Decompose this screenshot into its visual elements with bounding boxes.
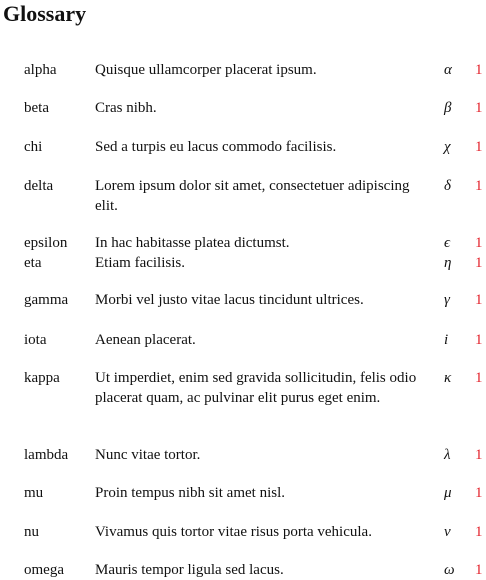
page-reference-link[interactable]: 1 — [475, 178, 483, 194]
glossary-term: gamma — [24, 292, 69, 308]
glossary-symbol: ω — [444, 562, 455, 578]
glossary-description: Proin tempus nibh sit amet nisl. — [95, 485, 285, 501]
page-reference-link[interactable]: 1 — [475, 255, 483, 271]
glossary-term: alpha — [24, 62, 57, 78]
glossary-term: kappa — [24, 370, 60, 386]
glossary-term: chi — [24, 139, 43, 155]
page-reference-link[interactable]: 1 — [475, 447, 483, 463]
glossary-term: nu — [24, 524, 39, 540]
page-reference-link[interactable]: 1 — [475, 235, 483, 251]
page-reference-link[interactable]: 1 — [475, 62, 483, 78]
glossary-description: Cras nibh. — [95, 100, 157, 116]
glossary-symbol: χ — [444, 139, 451, 155]
glossary-symbol: β — [444, 100, 452, 116]
glossary-symbol: κ — [444, 370, 452, 386]
glossary-heading: Glossary — [3, 1, 87, 26]
glossary-symbol: μ — [444, 485, 452, 501]
glossary-description: Vivamus quis tortor vitae risus porta vehicula. — [95, 524, 372, 540]
glossary-description: In hac habitasse platea dictumst. — [95, 235, 290, 251]
glossary-description: Mauris tempor ligula sed lacus. — [95, 562, 284, 578]
glossary-term: delta — [24, 178, 54, 194]
glossary-description: Aenean placerat. — [95, 332, 196, 348]
glossary-symbol: γ — [444, 292, 450, 308]
glossary-term: omega — [24, 562, 64, 578]
glossary-symbol: η — [444, 255, 452, 271]
glossary-term: beta — [24, 100, 49, 116]
page-reference-link[interactable]: 1 — [475, 562, 483, 578]
glossary-description: Ut imperdiet, enim sed gravida sollicitudin, felis odio placerat quam, ac pulvinar elit purus eget enim. — [95, 370, 417, 406]
glossary-symbol: α — [444, 62, 452, 78]
glossary-description: Lorem ipsum dolor sit amet, consectetuer adipiscing elit. — [95, 178, 410, 214]
page-reference-link[interactable]: 1 — [475, 485, 483, 501]
glossary-description: Nunc vitae tortor. — [95, 447, 201, 463]
glossary-term: mu — [24, 485, 44, 501]
glossary-symbol: i — [444, 332, 449, 348]
page-reference-link[interactable]: 1 — [475, 139, 483, 155]
glossary-description: Quisque ullamcorper placerat ipsum. — [95, 62, 317, 78]
glossary-symbol: λ — [444, 447, 451, 463]
page-reference-link[interactable]: 1 — [475, 524, 483, 540]
glossary-symbol: δ — [444, 178, 451, 194]
glossary-symbol: ϵ — [444, 235, 451, 251]
page-reference-link[interactable]: 1 — [475, 100, 483, 116]
page-reference-link[interactable]: 1 — [475, 370, 483, 386]
glossary-term: iota — [24, 332, 47, 348]
glossary-symbol: ν — [444, 524, 451, 540]
glossary-description: Sed a turpis eu lacus commodo facilisis. — [95, 139, 337, 155]
page-reference-link[interactable]: 1 — [475, 332, 483, 348]
glossary-term: lambda — [24, 447, 69, 463]
glossary-description: Morbi vel justo vitae lacus tincidunt ultrices. — [95, 292, 364, 308]
glossary-description: Etiam facilisis. — [95, 255, 185, 271]
page-reference-link[interactable]: 1 — [475, 292, 483, 308]
glossary-term: eta — [24, 255, 42, 271]
glossary-term: epsilon — [24, 235, 68, 251]
